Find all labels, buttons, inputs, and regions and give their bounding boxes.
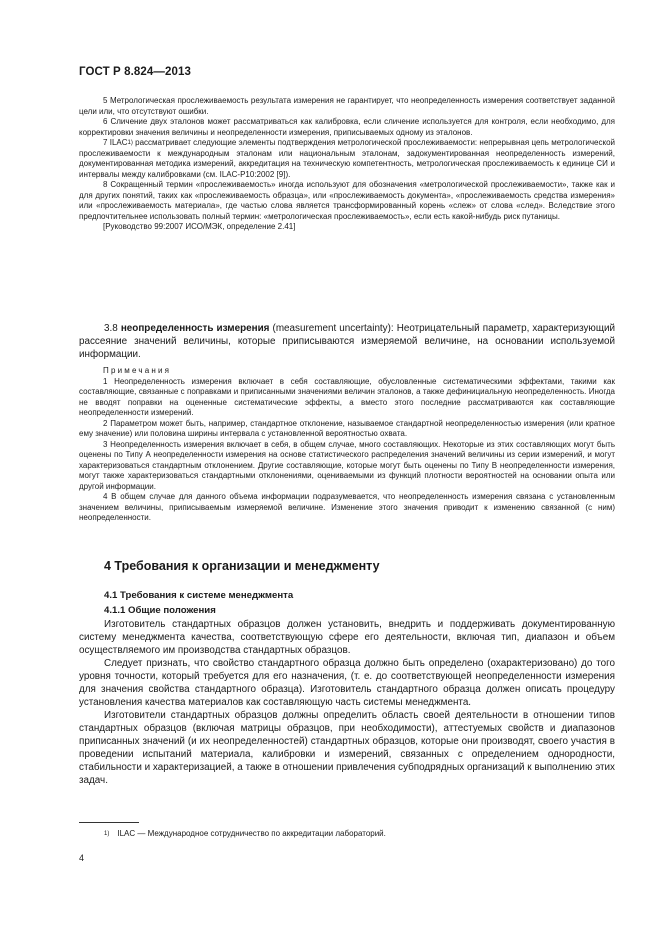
note-2: 2 Параметром может быть, например, стандартное отклонение, называемое стандартной неопределенностью измерения (или кратное ему значение) или половина ширины интервала с установленной вероятностью охвата. [79,418,615,438]
notes-block [79,366,615,524]
notes-title: Примечания [103,366,172,375]
footnote: $^{1)}$ ILAC — Международное сотрудничество по аккредитации лабораторий. [104,829,386,838]
source-reference: [Руководство 99:2007 ИСО/МЭК, определение 2.41] [103,222,296,231]
paragraph-1: Изготовитель стандартных образцов должен установить, внедрить и поддерживать документированную систему менеджмента качества, соответствующую сфере его деятельности, включая тип, диапазон и объем осуществляемого им производства стандартных образцов. [79,619,615,656]
note-1: 1 Неопределенность измерения включает в себя составляющие, обусловленные систематическими эффектами, такими как составляющие, связанные с поправками и приписанными значениями величин эталонов, а также дефинициальную неопределенность. Иногда не вводят поправки на оцененные систематические эффекты, а вместо этого последние рассматриваются как составляющие неопределенности измерений. [79,376,615,417]
section-4-heading: 4 Требования к организации и менеджменту [104,559,380,573]
page-number: 4 [79,853,85,863]
paragraph-3: Изготовители стандартных образцов должны определить область своей деятельности в отношении типов стандартных образцов (включая матрицы образцов, при необходимости), аттестуемых свойств и диапазонов приписанных значений (и их неопределенностей) стандартных образцов, которые они производят, своего участия в проведении испытаний материала, калибровки и измерений, связанных с определением однородности, стабильности и характеризацией, а также в отношении привлечения субподрядных организаций к выполнению этих задач. [79,710,615,786]
document-header: ГОСТ Р 8.824—2013 [79,66,191,78]
term-name: неопределенность измерения [120,323,270,334]
footnote-ref: 1) [127,140,133,146]
note-5: 5 Метрологическая прослеживаемость результата измерения не гарантирует, что неопределенность измерения соответствует заданной цели или, что отсутствуют ошибки. [79,96,615,116]
note-7: 7 ILAC$^{1)}$ рассматривает следующие элементы подтверждения метрологической прослеживаемости: непрерывная цепь метрологической прослеживаемости к международным эталонам или национальным эталонам, задокументированная неопределенность измерений, документированная методика измерений, аккредитация на техническую компетентность, метрологическая прослеживаемость к единице СИ и интервалы между калибровками (см. ILAC-P10:2002 [9]). [79,138,615,179]
term-3-8: 3.8 неопределенность измерения (measurement uncertainty): Неотрицательный параметр, характеризующий рассеяние значений величины, которые приписываются измеряемой величине, на основании используемой информации. [79,323,615,360]
note-8: 8 Сокращенный термин «прослеживаемость» иногда используют для обозначения «метрологической прослеживаемости», также как и для других понятий, таких как «прослеживаемость образца», или «прослеживаемость документа», «прослеживаемость средства измерения» или «прослеживаемость материала», где частью слова является трансформированный корень «слеж» от слова «след». Вследствие этого предпочтительнее использовать полный термин: «метрологическая прослеживаемость», если есть какой-нибудь риск путаницы. [79,180,615,221]
footnote-mark: 1) [104,831,110,837]
note-4: 4 В общем случае для данного объема информации подразумевается, что неопределенность измерения связана с установленным значением величины, приписываемым измеряемой величине. Изменение этого значения приводит к изменению связанной (с ним) неопределенности. [79,492,615,522]
section-4-1-heading: 4.1 Требования к системе менеджмента [104,590,294,601]
note-3: 3 Неопределенность измерения включает в себя, в общем случае, много составляющих. Некоторые из этих составляющих могут быть оценены по Типу А неопределенности измерения на основе статистического распределения значений величины из серии измерений, и могут характеризоваться стандартным отклонением. Другие составляющие, которые могут быть оценены по Типу В неопределенности измерения, могут также характеризоваться стандартными отклонениями, оцениваемыми из функций плотности вероятностей на основании опыта или другой информации. [79,439,615,491]
paragraph-2: Следует признать, что свойство стандартного образца должно быть определено (охарактеризовано) до того уровня точности, который требуется для его назначения, (т. е. до соответствующей неопределенности измерения для значения свойства стандартного образца). Изготовитель стандартного образца должен описать процедуру установления качества материалов как составляющую часть системы менеджмента. [79,658,615,708]
footnote-divider [79,822,139,823]
section-4-body [79,618,615,787]
notes-top-block [79,96,615,233]
note-6: 6 Сличение двух эталонов может рассматриваться как калибровка, если сличение используется для контроля, если необходимо, для корректировки значения величины и неопределенности измерения, приписываемых одному из эталонов. [79,117,615,137]
section-4-1-1-heading: 4.1.1 Общие положения [104,605,216,616]
